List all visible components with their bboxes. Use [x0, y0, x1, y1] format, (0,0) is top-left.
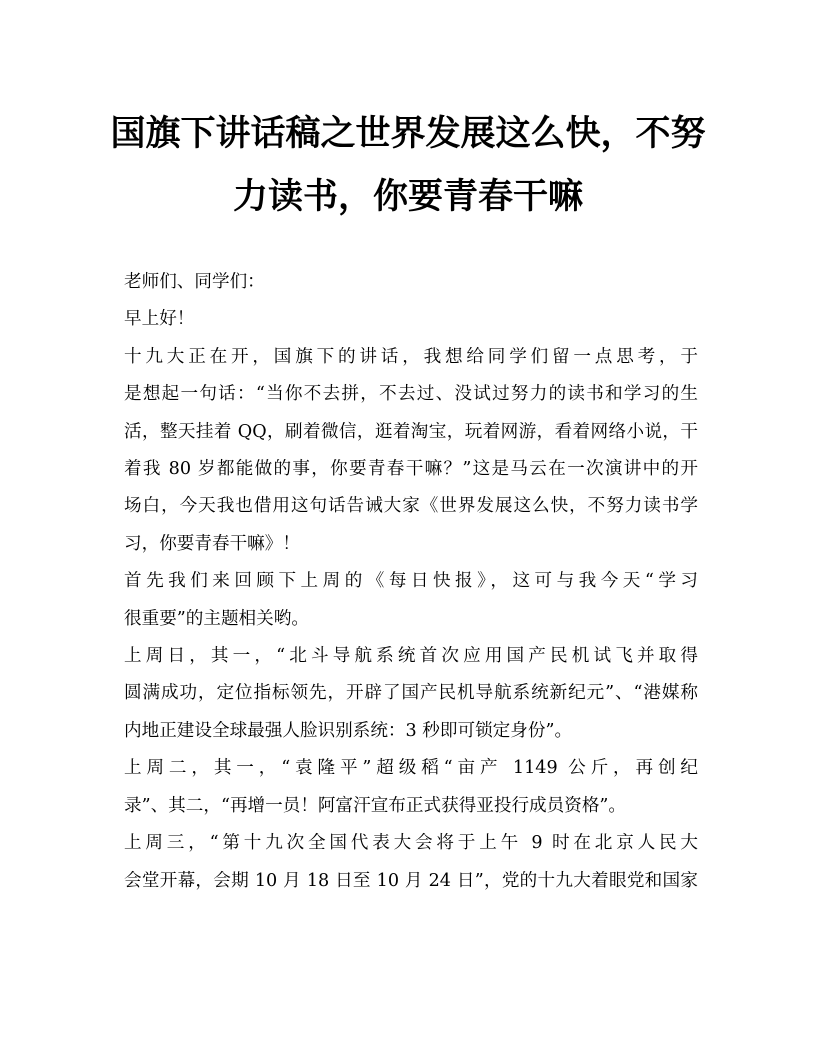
- document-body: [124, 264, 698, 900]
- paragraph-line: 场白，今天我也借用这句话告诫大家《世界发展这么快，不努力读书学: [124, 496, 698, 517]
- paragraph-line: 上周日，其一，“北斗导航系统首次应用国产民机试飞并取得: [124, 646, 698, 667]
- paragraph-line: 是想起一句话：“当你不去拼，不去过、没试过努力的读书和学习的生: [124, 384, 698, 405]
- paragraph-line: 上周二，其一，“袁隆平”超级稻“亩产 1149 公斤，再创纪: [124, 758, 698, 779]
- paragraph-greeting: [124, 264, 698, 301]
- paragraph-line: 上周三，“第十九次全国代表大会将于上午 9 时在北京人民大: [124, 833, 698, 854]
- paragraph-line: 着我 80 岁都能做的事，你要青春干嘛？”这是马云在一次演讲中的开: [124, 459, 698, 480]
- paragraph-intro: [124, 339, 698, 563]
- paragraph-line: 早上好！: [124, 309, 195, 330]
- paragraph-morning: [124, 301, 698, 338]
- paragraph-line: 录”、其二，“再增一员！阿富汗宣布正式获得亚投行成员资格”。: [124, 795, 627, 816]
- paragraph-line: 会堂开幕，会期 10 月 18 日至 10 月 24 日”，党的十九大着眼党和国家: [124, 870, 698, 891]
- paragraph-wednesday: [124, 825, 698, 900]
- paragraph-tuesday: [124, 750, 698, 825]
- paragraph-line: 圆满成功，定位指标领先，开辟了国产民机导航系统新纪元”、“港媒称: [124, 683, 698, 704]
- paragraph-sunday: [124, 638, 698, 750]
- paragraph-line: 活，整天挂着 QQ，刷着微信，逛着淘宝，玩着网游，看着网络小说，干: [124, 421, 698, 442]
- document-title-line-1: 国旗下讲话稿之世界发展这么快，不努: [110, 113, 706, 154]
- paragraph-line: 首先我们来回顾下上周的《每日快报》，这可与我今天“学习: [124, 571, 698, 592]
- paragraph-line: 十九大正在开，国旗下的讲话，我想给同学们留一点思考，于: [124, 346, 698, 367]
- paragraph-line: 内地正建设全球最强人脸识别系统：3 秒即可锁定身份”。: [124, 720, 573, 741]
- paragraph-line: 很重要”的主题相关哟。: [124, 608, 309, 629]
- paragraph-line: 老师们、同学们：: [124, 272, 265, 292]
- paragraph-review: [124, 563, 698, 638]
- document-title-line-2: 力读书，你要青春干嘛: [232, 176, 583, 217]
- paragraph-line: 习，你要青春干嘛》！: [124, 533, 300, 554]
